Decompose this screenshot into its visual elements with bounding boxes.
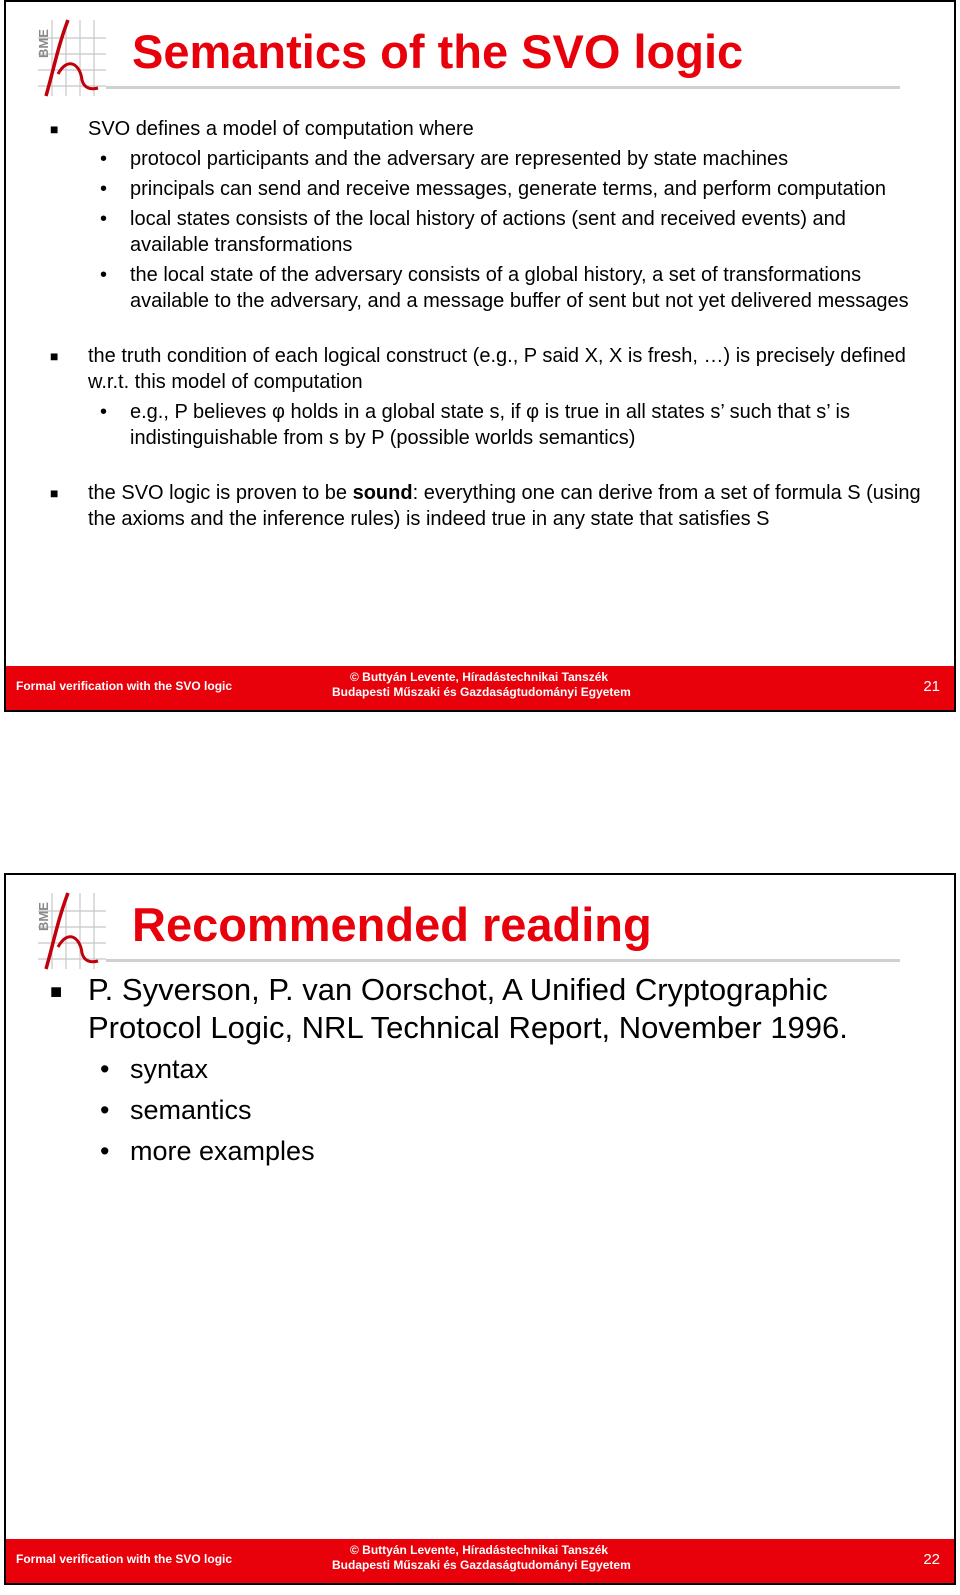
sub-bullet-item	[50, 399, 930, 451]
footer-course-title: Formal verification with the SVO logic	[16, 1552, 233, 1566]
footer-copyright-line2: Budapesti Műszaki és Gazdaságtudományi Egyetem	[332, 685, 631, 699]
title-divider	[106, 959, 900, 962]
bullet-text: SVO defines a model of computation where	[88, 118, 474, 140]
sub-bullet-text: more examples	[130, 1136, 315, 1166]
sub-bullet-text: protocol participants and the adversary are represented by state machines	[130, 148, 789, 170]
slide-footer	[6, 666, 954, 710]
bullet-text-bold: sound	[352, 482, 413, 504]
sub-bullet-text: the local state of the adversary consists of a global history, a set of transformations available to the adversary, and a message buffer of sent but not yet delivered messages	[130, 264, 909, 312]
bme-logo-icon	[28, 16, 106, 98]
slide-content	[50, 116, 930, 532]
sub-bullet-item	[50, 176, 930, 202]
sub-bullet-item	[50, 1049, 930, 1090]
slide-title: Semantics of the SVO logic	[132, 25, 744, 78]
dot-bullet-icon: •	[100, 148, 108, 170]
bullet-item	[50, 343, 930, 395]
dot-bullet-icon: •	[100, 1054, 110, 1084]
sub-bullet-text: syntax	[130, 1054, 209, 1084]
page-number: 22	[923, 1551, 940, 1568]
footer-course-title: Formal verification with the SVO logic	[16, 679, 233, 693]
logo-text: BME	[36, 29, 51, 58]
sub-bullet-item	[50, 1090, 930, 1131]
square-bullet-icon: ■	[50, 348, 59, 364]
dot-bullet-icon: •	[100, 401, 108, 423]
slide-21	[4, 0, 956, 712]
footer-copyright	[332, 670, 631, 700]
sub-bullet-text: local states consists of the local history of actions (sent and received events) and available transformations	[130, 208, 846, 256]
title-divider	[106, 86, 900, 89]
square-bullet-icon: ■	[50, 485, 59, 501]
bullet-text-post: : everything one can derive from a set of formula S (using the axioms and the inference rules) is indeed true in any state that satisfies S	[88, 482, 921, 530]
slide-content	[50, 971, 930, 1172]
slide-footer	[6, 1539, 954, 1583]
sub-bullet-text: principals can send and receive messages, generate terms, and perform computation	[130, 178, 886, 200]
footer-copyright	[332, 1543, 631, 1573]
sub-bullet-item	[50, 1131, 930, 1172]
logo-text: BME	[36, 902, 51, 931]
dot-bullet-icon: •	[100, 1095, 110, 1125]
bullet-item	[50, 971, 930, 1047]
square-bullet-icon: ■	[50, 121, 59, 137]
sub-bullet-item	[50, 262, 930, 314]
sub-bullet-text: e.g., P believes φ holds in a global state s, if φ is true in all states s’ such that s’ is indistinguishable from s by P (possible worlds semantics)	[130, 401, 850, 449]
footer-copyright-line1: © Buttyán Levente, Híradástechnikai Tanszék	[350, 670, 609, 684]
dot-bullet-icon: •	[100, 208, 108, 230]
bullet-text: P. Syverson, P. van Oorschot, A Unified Cryptographic Protocol Logic, NRL Technical Report, November 1996.	[88, 972, 848, 1045]
page-number: 21	[923, 678, 940, 695]
square-bullet-icon: ■	[50, 981, 63, 1003]
bullet-text-pre: the SVO logic is proven to be	[88, 482, 353, 504]
sub-bullet-item	[50, 146, 930, 172]
dot-bullet-icon: •	[100, 1136, 110, 1166]
bullet-item	[50, 116, 930, 142]
sub-bullet-item	[50, 206, 930, 258]
footer-copyright-line1: © Buttyán Levente, Híradástechnikai Tanszék	[350, 1543, 609, 1557]
bullet-text: the truth condition of each logical construct (e.g., P said X, X is fresh, …) is precisely defined w.r.t. this model of computation	[88, 345, 906, 393]
slide-22	[4, 873, 956, 1585]
dot-bullet-icon: •	[100, 178, 108, 200]
sub-bullet-text: semantics	[130, 1095, 252, 1125]
bme-logo-icon	[28, 889, 106, 971]
bullet-item	[50, 480, 930, 532]
footer-copyright-line2: Budapesti Műszaki és Gazdaságtudományi Egyetem	[332, 1558, 631, 1572]
dot-bullet-icon: •	[100, 264, 108, 286]
slide-title: Recommended reading	[132, 898, 652, 951]
